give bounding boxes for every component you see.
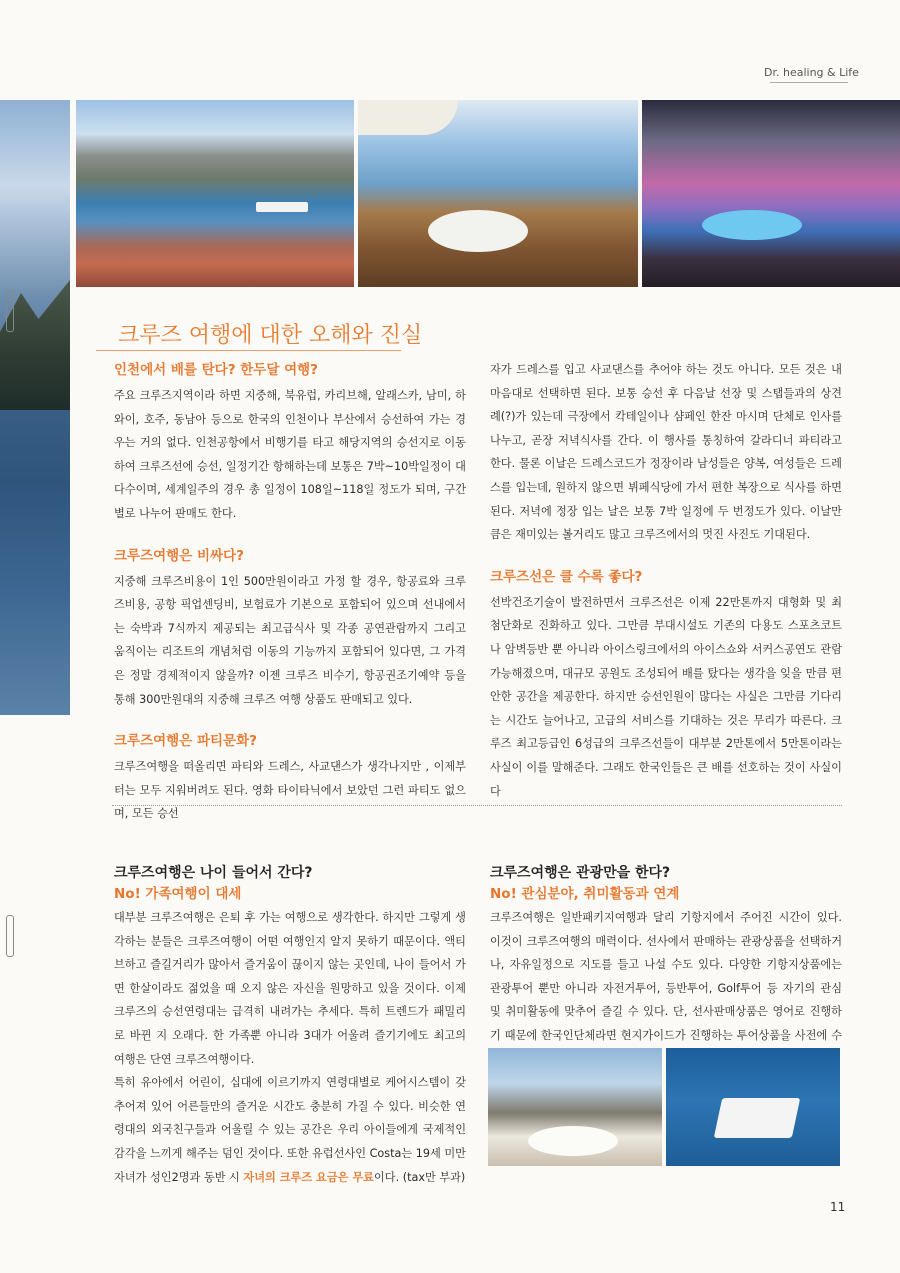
section-body: 선박건조기술이 발전하면서 크루즈선은 이제 22만톤까지 대형화 및 최첨단화로 진화하고 있다. 그만큼 부대시설도 기존의 다용도 스포츠코트나 암벽등반 뿐 아니라 아이스링크에서의 아이스쇼와 서커스공연도 관람 가능해졌으며, 대규모 공원도 조성되어 배를 탔다는 생각을 잊을 만큼 편안한 공간을 제공한다. 하지만 승선인원이 많다는 사실은 그만큼 기다리는 시간도 늘어나고, 고급의 서비스를 기대하는 것은 무리가 따른다. 크루즈 최고등급인 6성급의 크루즈선들이 대부분 2만톤에서 5만톤이라는 사실이 이를 말해준다. 그래도 한국인들은 큰 배를 선호하는 것이 사실이다 [490,595,842,798]
section [114,729,466,826]
section-body: 지중해 크루즈비용이 1인 500만원이라고 가정 할 경우, 항공료와 크루즈비용, 공항 픽업센딩비, 보험료가 기본으로 포함되어 있으며 선내에서는 숙박과 7식까지 제공되는 최고급식사 및 각종 공연관람까지 그리고 움직이는 리조트의 개념처럼 이동의 기능까지 포함되어 있다면, 그 가격은 정말 경제적이지 않을까? 이젠 크루즈 비수기, 항공권조기예약 등을 통해 300만원대의 지중해 크루즈 여행 상품도 판매되고 있다. [114,574,466,706]
section-heading: 인천에서 배를 탄다? 한두달 여행? [114,362,318,378]
family-travel-section [114,862,466,1189]
section-body-continued [114,1071,466,1189]
cruise-ship-photo [666,1048,840,1166]
binding-staple [6,290,14,332]
section [490,358,842,547]
answer-heading: No! 가족여행이 대세 [114,886,242,902]
section [114,544,466,712]
sightseeing-section [490,862,842,1071]
right-column [490,358,842,821]
page-number: 11 [830,1200,846,1214]
side-scenery-photo [0,100,70,715]
left-column [114,358,466,844]
section-body: 대부분 크루즈여행은 은퇴 후 가는 여행으로 생각한다. 하지만 그렇게 생각하는 분들은 크루즈여행이 어떤 여행인지 알지 못하기 때문이다. 액티브하고 즐길거리가 많아서 즐거움이 끊이지 않는 곳인데, 나이 들어서 가면 한살이라도 젊었을 때 오지 않은 자신을 원망하고 있을 것이다. 이제 크루즈의 승선연령대는 급격히 내려가는 추세다. 특히 트렌드가 패밀리로 바뀐 지 오래다. 한 가족뿐 아니라 3대가 어울려 즐기기에도 최고의 여행은 단연 크루즈여행이다. [114,911,466,1066]
section-header: Dr. healing & Life [764,66,859,79]
answer-heading: No! 관심분야, 취미활동과 연계 [490,886,680,902]
header-rule [770,82,848,83]
body-text: 특히 유아에서 어린이, 십대에 이르기까지 연령대별로 케어시스템이 갖추어져 있어 어른들만의 즐거운 시간도 충분히 가질 수 있다. 비슷한 연령대의 외국친구들과 어울릴 수 있는 공간은 우리 아이들에게 국제적인 감각을 느끼게 해주는 덤인 것이다. 또한 유럽선사인 Costa는 19세 미만 자녀가 성인2명과 동반 시 [114,1076,466,1184]
highlight-text: 자녀의 크루즈 요금은 무료 [243,1170,374,1184]
article-title: 크루즈 여행에 대한 오해와 진실 [118,323,423,348]
harbor-photo [76,100,354,287]
section-body: 주요 크루즈지역이라 하면 지중해, 북유럽, 카리브해, 알래스카, 남미, 하와이, 호주, 동남아 등으로 한국의 인천이나 부산에서 승선하여 가는 경우는 거의 없다. 인천공항에서 비행기를 타고 해당지역의 승선지로 이동하여 크루즈선에 승선, 일정기간 항해하는데 보통은 7박~10박일정이 대다수이며, 세계일주의 경우 총 일정이 108일~118일 정도가 되며, 구간별로 나누어 판매도 한다. [114,389,466,520]
deck-dining-photo [358,100,638,287]
question-heading: 크루즈여행은 나이 들어서 간다? [114,865,313,881]
section-body: 자가 드레스를 입고 사교댄스를 추어야 하는 것도 아니다. 모든 것은 내 마음대로 선택하면 된다. 보통 승선 후 다음날 선장 및 스탭들과의 상견례(?)가 있는데 극장에서 칵테일이나 샴페인 한잔 마시며 단체로 인사를 나누고, 곧장 저녁식사를 간다. 이 행사를 통칭하여 갈라디너 파티라고 한다. 물론 이날은 드레스코드가 정장이라 남성들은 양복, 여성들은 드레스를 입는데, 원하지 않으면 뷔페식당에 가서 편한 복장으로 식사를 하면 된다. 저녁에 정장 입는 날은 보통 7박 일정에 두 번정도가 있다. 이날만큼은 재미있는 볼거리도 많고 크루즈에서의 멋진 사진도 기대된다. [490,363,842,542]
aqua-theater-photo [642,100,900,287]
section-divider [112,805,842,806]
question-heading: 크루즈여행은 관광만을 한다? [490,865,671,881]
deck-restaurant-photo [488,1048,662,1166]
section-body: 크루즈여행을 떠올리면 파티와 드레스, 사교댄스가 생각나지만 , 이제부터는 모두 지워버려도 된다. 영화 타이타닉에서 보았던 그런 파티도 없으며, 모든 승선 [114,760,466,821]
title-rule [96,350,401,351]
section [114,358,466,526]
section-heading: 크루즈여행은 비싸다? [114,547,244,564]
body-text: 이다. (tax만 부과) [374,1170,466,1184]
section-body: 크루즈여행은 일반패키지여행과 달리 기항지에서 주어진 시간이 있다. 이것이 크루즈여행의 매력이다. 선사에서 판매하는 관광상품을 선택하거나, 자유일정으로 지도를 들고 나설 수도 있다. 다양한 기항지상품에는 관광투어 뿐만 아니라 자전거투어, 등반투어, Golf투어 등 자기의 관심 및 취미활동에 맞추어 즐길 수 있다. 단, 선사판매상품은 영어로 진행하기 때문에 한국인단체라면 현지가이드가 진행하는 투어상품을 사전에 수 [490,911,842,1042]
section-heading: 크루즈여행은 파티문화? [114,733,257,750]
section-heading: 크루즈선은 클 수록 좋다? [490,568,643,585]
binding-staple [6,915,14,957]
section [490,565,842,803]
